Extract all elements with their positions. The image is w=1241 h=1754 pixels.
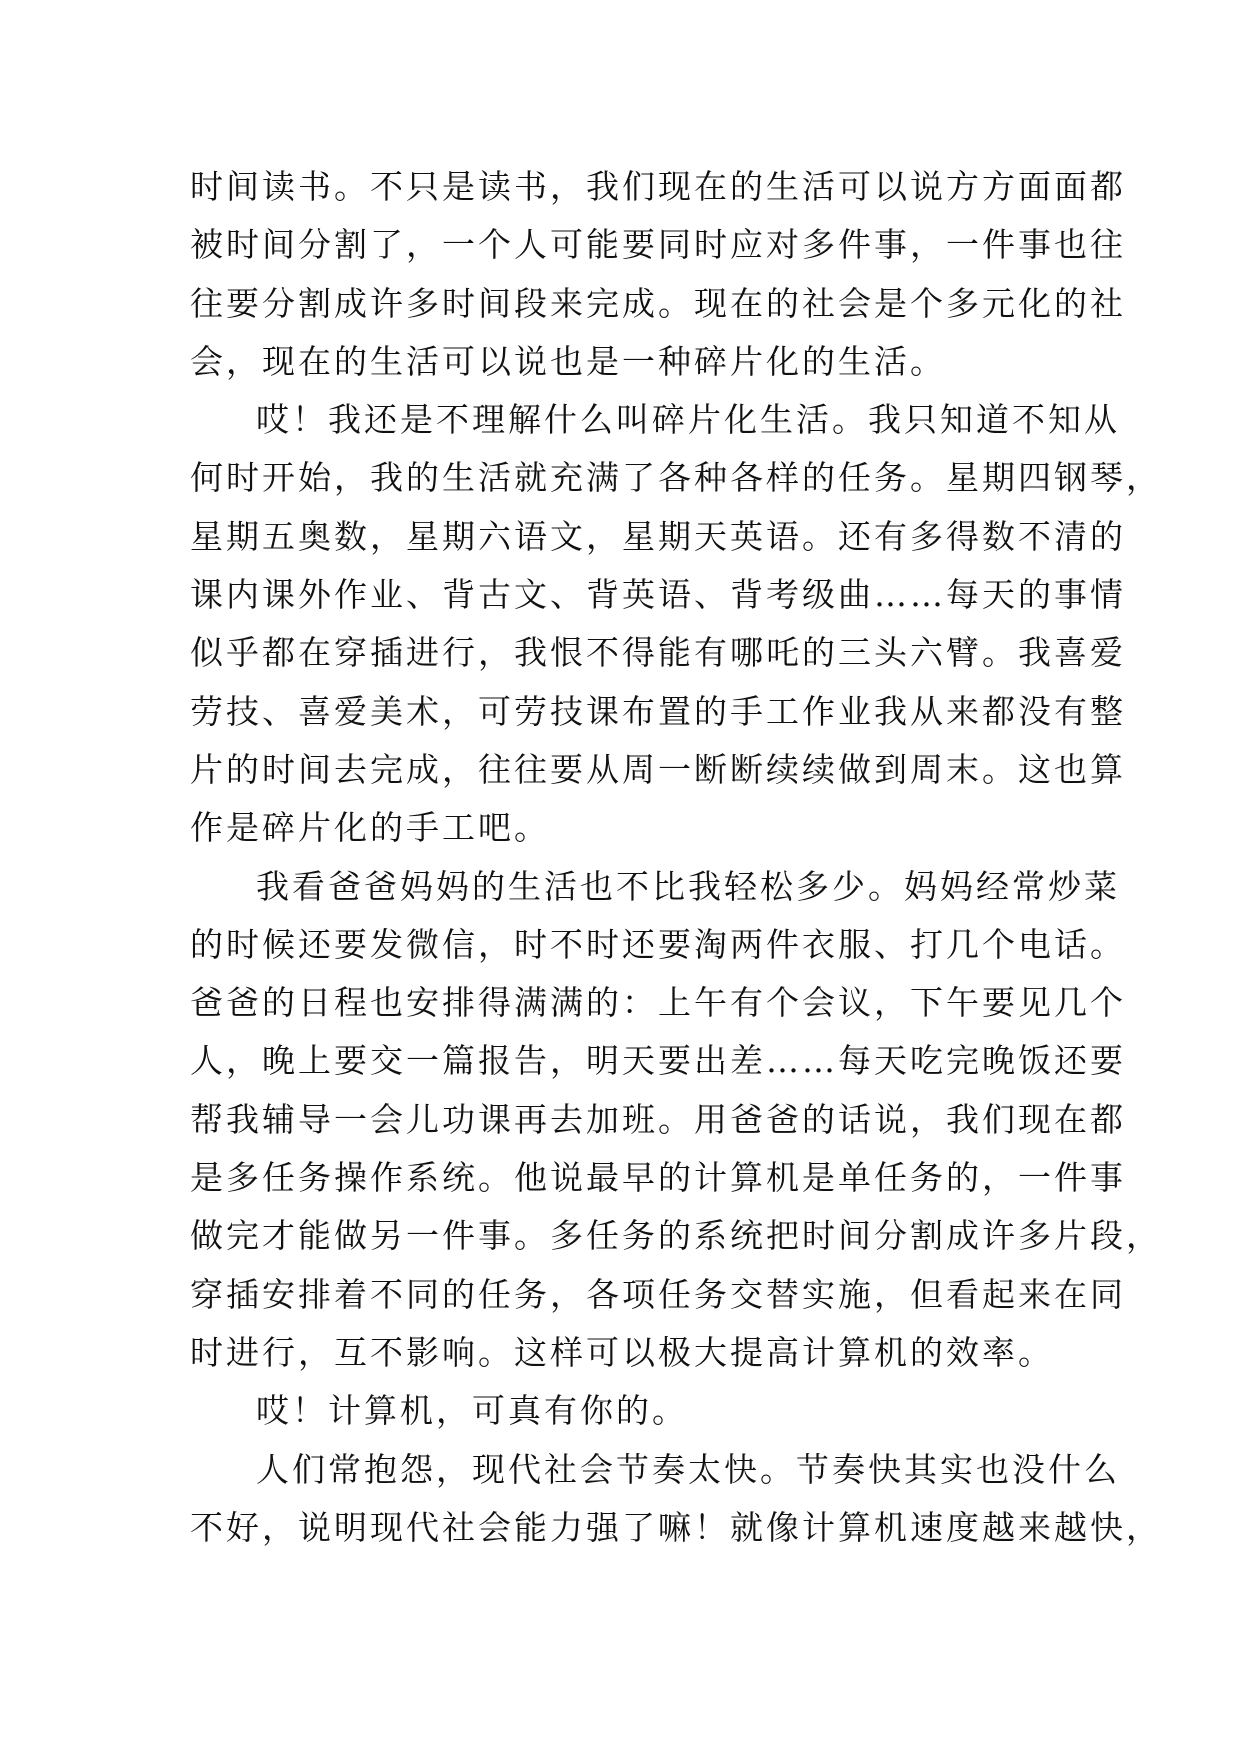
text-line: 似乎都在穿插进行，我恨不得能有哪吒的三头六臂。我喜爱 [190, 633, 1126, 673]
text-line: 会，现在的生活可以说也是一种碎片化的生活。 [190, 341, 946, 381]
text-line: 时间读书。不只是读书，我们现在的生活可以说方方面面都 [190, 167, 1126, 206]
text-line: 的时候还要发微信，时不时还要淘两件衣服、打几个电话。 [190, 924, 1126, 964]
text-line: 被时间分割了，一个人可能要同时应对多件事，一件事也往 [190, 225, 1126, 265]
text-line: 星期五奥数，星期六语文，星期天英语。还有多得数不清的 [190, 516, 1126, 556]
text-line: 时进行，互不影响。这样可以极大提高计算机的效率。 [190, 1332, 1054, 1372]
text-line: 课内课外作业、背古文、背英语、背考级曲……每天的事情 [190, 575, 1126, 615]
text-line: 穿插安排着不同的任务，各项任务交替实施，但看起来在同 [190, 1274, 1126, 1314]
text-line: 片的时间去完成，往往要从周一断断续续做到周末。这也算 [190, 749, 1126, 789]
paragraph-start-line: 我看爸爸妈妈的生活也不比我轻松多少。妈妈经常炒菜 [256, 866, 1120, 906]
text-line: 是多任务操作系统。他说最早的计算机是单任务的，一件事 [190, 1158, 1126, 1198]
paragraph-start-line: 人们常抱怨，现代社会节奏太快。节奏快其实也没什么 [256, 1449, 1120, 1489]
paragraph-start-line: 哎！计算机，可真有你的。 [256, 1391, 688, 1431]
text-line: 做完才能做另一件事。多任务的系统把时间分割成许多片段， [190, 1216, 1162, 1256]
text-line: 作是碎片化的手工吧。 [190, 808, 550, 848]
text-line: 劳技、喜爱美术，可劳技课布置的手工作业我从来都没有整 [190, 691, 1126, 731]
body-text [190, 158, 1162, 1557]
text-line: 不好，说明现代社会能力强了嘛！就像计算机速度越来越快， [190, 1507, 1162, 1547]
text-line: 爸爸的日程也安排得满满的：上午有个会议，下午要见几个 [190, 983, 1126, 1023]
paragraph-start-line: 哎！我还是不理解什么叫碎片化生活。我只知道不知从 [256, 400, 1120, 440]
text-line: 何时开始，我的生活就充满了各种各样的任务。星期四钢琴， [190, 458, 1162, 498]
text-line: 往要分割成许多时间段来完成。现在的社会是个多元化的社 [190, 283, 1126, 323]
text-line: 人，晚上要交一篇报告，明天要出差……每天吃完晚饭还要 [190, 1041, 1126, 1081]
text-line: 帮我辅导一会儿功课再去加班。用爸爸的话说，我们现在都 [190, 1099, 1126, 1139]
